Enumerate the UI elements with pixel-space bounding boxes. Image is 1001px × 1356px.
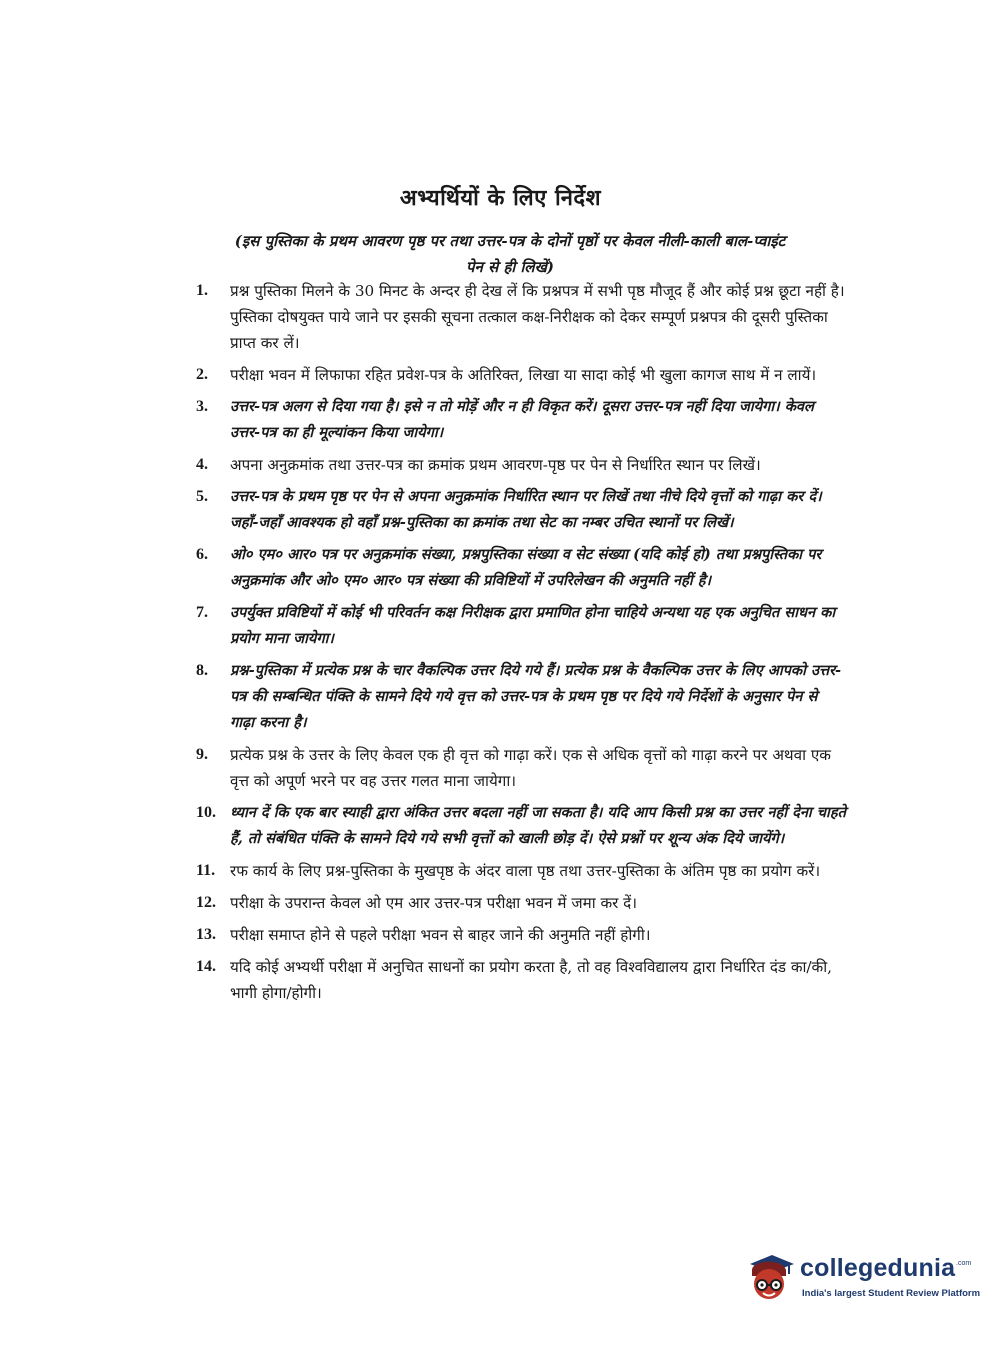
instruction-number: 14. <box>196 958 216 975</box>
brand-name: collegedunia <box>800 1254 956 1282</box>
instruction-number: 11. <box>196 862 216 879</box>
instruction-text: परीक्षा के उपरान्त केवल ओ एम आर उत्तर-पत्र परीक्षा भवन में जमा कर दें। <box>230 894 637 912</box>
instruction-item <box>196 954 846 1006</box>
instruction-text: यदि कोई अभ्यर्थी परीक्षा में अनुचित साधनों का प्रयोग करता है, तो वह विश्वविद्यालय द्वारा निर्धारित दंड का/की, भागी होगा/होगी। <box>230 958 832 1002</box>
instruction-number: 5. <box>196 488 208 505</box>
instruction-text: रफ कार्य के लिए प्रश्न-पुस्तिका के मुखपृष्ठ के अंदर वाला पृष्ठ तथा उत्तर-पुस्तिका के अंतिम पृष्ठ का प्रयोग करें। <box>230 862 821 880</box>
instruction-number: 10. <box>196 804 216 821</box>
instruction-item <box>196 484 846 536</box>
instruction-number: 12. <box>196 894 216 911</box>
instruction-number: 2. <box>196 366 208 383</box>
student-mascot-icon <box>742 1250 798 1306</box>
instruction-number: 3. <box>196 398 208 415</box>
instruction-number: 9. <box>196 746 208 763</box>
instruction-number: 1. <box>196 282 208 299</box>
instruction-number: 8. <box>196 662 208 679</box>
instruction-item <box>196 922 846 948</box>
instruction-text: अपना अनुक्रमांक तथा उत्तर-पत्र का क्रमांक प्रथम आवरण-पृष्ठ पर पेन से निर्धारित स्थान पर लिखें। <box>230 456 761 474</box>
instruction-item <box>196 800 846 852</box>
instruction-text: प्रत्येक प्रश्न के उत्तर के लिए केवल एक ही वृत्त को गाढ़ा करें। एक से अधिक वृत्तों को गाढ़ा करने पर अथवा एक वृत्त को अपूर्ण भरने पर वह उत्तर गलत माना जायेगा। <box>230 746 831 790</box>
instruction-item <box>196 452 846 478</box>
instruction-text: उपर्युक्त प्रविष्टियों में कोई भी परिवर्तन कक्ष निरीक्षक द्वारा प्रमाणित होना चाहिये अन्यथा यह एक अनुचित साधन का प्रयोग माना जायेगा। <box>230 604 836 647</box>
instruction-item <box>196 394 846 446</box>
instruction-text: ओ० एम० आर० पत्र पर अनुक्रमांक संख्या, प्रश्नपुस्तिका संख्या व सेट संख्या (यदि कोई हो) तथा प्रश्नपुस्तिका पर अनुक्रमांक और ओ० एम० आर० पत्र संख्या की प्रविष्टियों में उपरिलेखन की अनुमति नहीं है। <box>230 546 822 589</box>
instruction-item <box>196 542 846 594</box>
instruction-number: 4. <box>196 456 208 473</box>
instruction-text: प्रश्न पुस्तिका मिलने के 30 मिनट के अन्दर ही देख लें कि प्रश्नपत्र में सभी पृष्ठ मौजूद हैं और कोई प्रश्न छूटा नहीं है। पुस्तिका दोषयुक्त पाये जाने पर इसकी सूचना तत्काल कक्ष-निरीक्षक को देकर सम्पूर्ण प्रश्नपत्र की दूसरी पुस्तिका प्राप्त कर लें। <box>230 282 845 352</box>
document-subtitle: (इस पुस्तिका के प्रथम आवरण पृष्ठ पर तथा उत्तर-पत्र के दोनों पृष्ठों पर केवल नीली-काली बाल-प्वाइंट पेन से ही लिखें) <box>234 232 786 276</box>
collegedunia-watermark <box>742 1248 981 1308</box>
instruction-item <box>196 742 846 794</box>
document-title: अभ्यर्थियों के लिए निर्देश <box>399 185 602 211</box>
instruction-text: प्रश्न-पुस्तिका में प्रत्येक प्रश्न के चार वैकल्पिक उत्तर दिये गये हैं। प्रत्येक प्रश्न के वैकल्पिक उत्तर के लिए आपको उत्तर-पत्र की सम्बन्धित पंक्ति के सामने दिये गये वृत्त को उत्तर-पत्र के प्रथम पृष्ठ पर दिये गये निर्देशों के अनुसार पेन से गाढ़ा करना है। <box>230 662 842 731</box>
instruction-item <box>196 362 846 388</box>
instruction-text: परीक्षा समाप्त होने से पहले परीक्षा भवन से बाहर जाने की अनुमति नहीं होगी। <box>230 926 651 944</box>
instruction-number: 7. <box>196 604 208 621</box>
instructions-list <box>196 278 846 1012</box>
instruction-text: उत्तर-पत्र के प्रथम पृष्ठ पर पेन से अपना अनुक्रमांक निर्धारित स्थान पर लिखें तथा नीचे दिये वृत्तों को गाढ़ा कर दें। जहाँ-जहाँ आवश्यक हो वहाँ प्रश्न-पुस्तिका का क्रमांक तथा सेट का नम्बर उचित स्थानों पर लिखें। <box>230 488 822 531</box>
instruction-text: ध्यान दें कि एक बार स्याही द्वारा अंकित उत्तर बदला नहीं जा सकता है। यदि आप किसी प्रश्न का उत्तर नहीं देना चाहते हैं, तो संबंधित पंक्ति के सामने दिये गये सभी वृत्तों को खाली छोड़ दें। ऐसे प्रश्नों पर शून्य अंक दिये जायेंगे। <box>230 804 846 847</box>
brand-tagline: India's largest Student Review Platform <box>802 1288 981 1299</box>
instruction-item <box>196 600 846 652</box>
instruction-item <box>196 278 846 356</box>
instruction-item <box>196 658 846 736</box>
instruction-number: 13. <box>196 926 216 943</box>
instruction-text: उत्तर-पत्र अलग से दिया गया है। इसे न तो मोड़ें और न ही विकृत करें। दूसरा उत्तर-पत्र नहीं दिया जायेगा। केवल उत्तर-पत्र का ही मूल्यांकन किया जायेगा। <box>230 398 814 441</box>
instruction-number: 6. <box>196 546 208 563</box>
instruction-item <box>196 858 846 884</box>
instruction-item <box>196 890 846 916</box>
instruction-text: परीक्षा भवन में लिफाफा रहित प्रवेश-पत्र के अतिरिक्त, लिखा या सादा कोई भी खुला कागज साथ में न लायें। <box>230 366 817 384</box>
brand-suffix: .com <box>956 1260 972 1267</box>
